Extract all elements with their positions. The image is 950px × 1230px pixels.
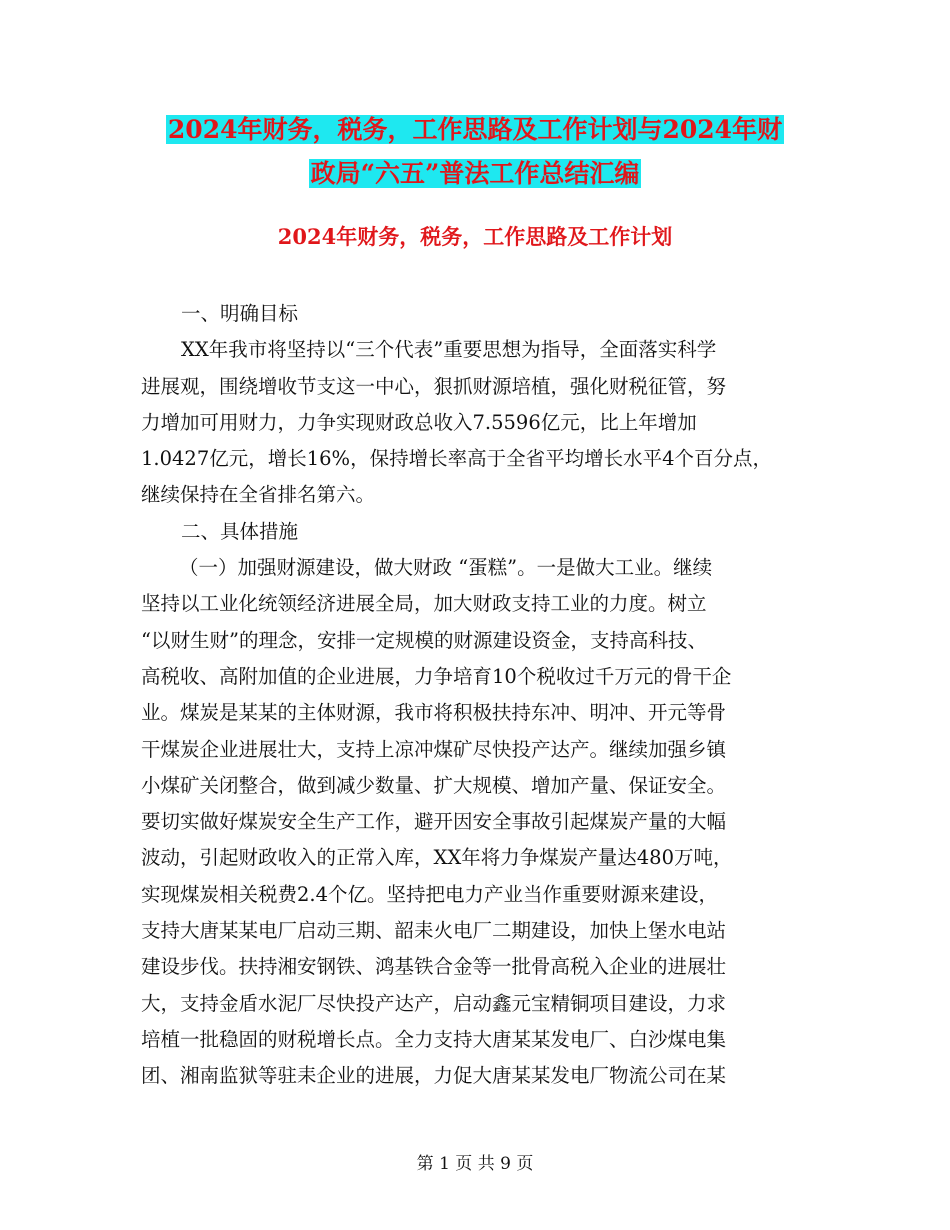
paragraph-line: 培植一批稳固的财税增长点。全力支持大唐某某发电厂、白沙煤电集 <box>141 1027 727 1051</box>
paragraph-line: 支持大唐某某电厂启动三期、韶耒火电厂二期建设，加快上堡水电站 <box>141 919 727 943</box>
heading-measures: 二、具体措施 <box>181 519 299 543</box>
paragraph-line: 坚持以工业化统领经济进展全局，加大财政支持工业的力度。树立 <box>141 592 707 616</box>
paragraph-line: 业。煤炭是某某的主体财源，我市将积极扶持东冲、明冲、开元等骨 <box>141 701 727 725</box>
paragraph-line: 继续保持在全省排名第六。 <box>141 483 376 507</box>
paragraph-line: 波动，引起财政收入的正常入库，XX年将力争煤炭产量达480万吨， <box>141 846 733 870</box>
paragraph-line: XX年我市将坚持以“三个代表”重要思想为指导，全面落实科学 <box>181 338 717 362</box>
document-title-line-1: 2024年财务，税务，工作思路及工作计划与2024年财 <box>167 115 783 144</box>
heading-goals: 一、明确目标 <box>181 302 299 325</box>
paragraph-line: 实现煤炭相关税费2.4个亿。坚持把电力产业当作重要财源来建设， <box>141 882 719 906</box>
paragraph-line: 1.0427亿元，增长16%，保持增长率高于全省平均增长水平4个百分点， <box>141 447 772 471</box>
paragraph-line: 团、湘南监狱等驻耒企业的进展，力促大唐某某发电厂物流公司在某 <box>141 1064 727 1088</box>
paragraph-line: “以财生财”的理念，安排一定规模的财源建设资金，支持高科技、 <box>141 628 707 652</box>
paragraph-line: 力增加可用财力，力争实现财政总收入7.5596亿元，比上年增加 <box>141 410 697 434</box>
document-body <box>141 296 821 1095</box>
paragraph-line: 大，支持金盾水泥厂尽快投产达产，启动鑫元宝精铜项目建设，力求 <box>141 991 727 1015</box>
paragraph-line: 干煤炭企业进展壮大，支持上凉冲煤矿尽快投产达产。继续加强乡镇 <box>141 737 727 761</box>
paragraph-line: 要切实做好煤炭安全生产工作，避开因安全事故引起煤炭产量的大幅 <box>141 810 727 834</box>
paragraph-line: 进展观，围绕增收节支这一中心，狠抓财源培植，强化财税征管，努 <box>141 374 727 398</box>
paragraph-line: 建设步伐。扶持湘安钢铁、鸿基铁合金等一批骨高税入企业的进展壮 <box>141 955 727 979</box>
paragraph-line: 高税收、高附加值的企业进展，力争培育10个税收过千万元的骨干企 <box>141 664 732 688</box>
paragraph-line: 小煤矿关闭整合，做到减少数量、扩大规模、增加产量、保证安全。 <box>141 773 727 797</box>
paragraph-line: （一）加强财源建设，做大财政 “蛋糕”。一是做大工业。继续 <box>179 556 713 580</box>
page-footer: 第 1 页 共 9 页 <box>416 1154 534 1174</box>
section-title: 2024年财务，税务，工作思路及工作计划 <box>277 224 673 249</box>
document-title-line-2: 政局“六五”普法工作总结汇编 <box>310 159 640 188</box>
